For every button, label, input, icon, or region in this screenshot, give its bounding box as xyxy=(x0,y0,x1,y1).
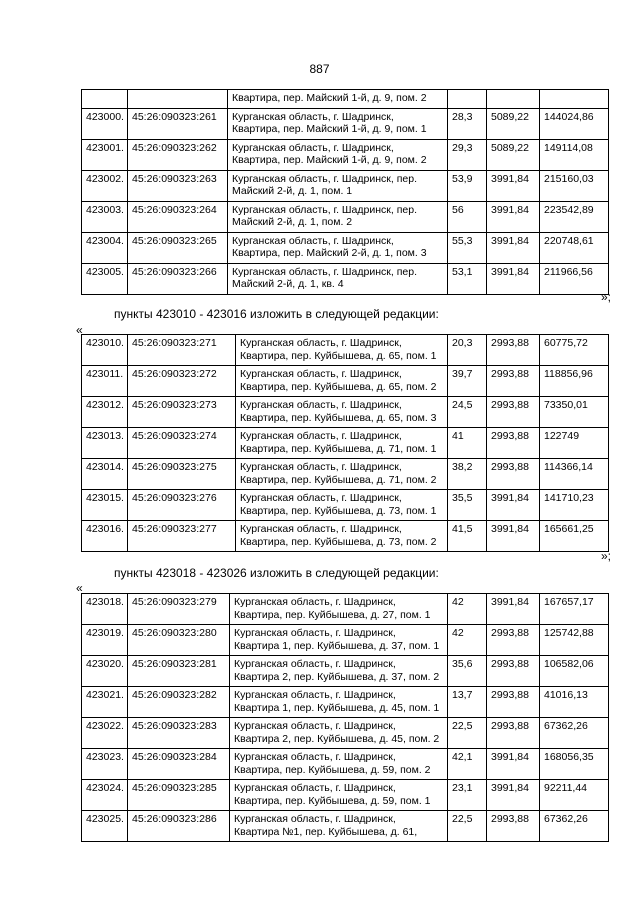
rate-cell: 3991,84 xyxy=(487,521,540,552)
page-number: 887 xyxy=(309,62,330,76)
area-cell: 41,5 xyxy=(448,521,487,552)
rate-cell: 2993,88 xyxy=(487,397,540,428)
area-cell: 28,3 xyxy=(448,108,487,139)
item-number-cell: 423022. xyxy=(82,718,128,749)
closing-quote-2: »; xyxy=(600,549,611,563)
value-cell: 60775,72 xyxy=(540,335,609,366)
address-cell: Курганская область, г. Шадринск, Квартира, пер. Куйбышева, д. 71, пом. 1 xyxy=(236,428,448,459)
value-cell: 215160,03 xyxy=(540,170,609,201)
value-cell: 223542,89 xyxy=(540,201,609,232)
address-cell: Курганская область, г. Шадринск, пер. Майский 2-й, д. 1, пом. 2 xyxy=(228,201,448,232)
item-number-cell: 423013. xyxy=(82,428,128,459)
opening-quote-2: « xyxy=(76,581,83,595)
area-cell: 53,9 xyxy=(448,170,487,201)
item-number-cell: 423005. xyxy=(82,263,128,294)
cadastral-number-cell: 45:26:090323:276 xyxy=(128,490,236,521)
cadastral-number-cell: 45:26:090323:271 xyxy=(128,335,236,366)
area-cell: 22,5 xyxy=(448,718,487,749)
value-cell: 125742,88 xyxy=(540,625,609,656)
item-number-cell: 423010. xyxy=(82,335,128,366)
address-cell: Курганская область, г. Шадринск, Квартира, пер. Куйбышева, д. 59, пом. 1 xyxy=(230,780,448,811)
value-cell: 114366,14 xyxy=(540,459,609,490)
cadastral-number-cell: 45:26:090323:281 xyxy=(128,656,230,687)
rate-cell: 2993,88 xyxy=(487,335,540,366)
cadastral-number-cell: 45:26:090323:266 xyxy=(128,263,228,294)
address-cell: Курганская область, г. Шадринск, пер. Майский 2-й, д. 1, пом. 1 xyxy=(228,170,448,201)
address-cell: Курганская область, г. Шадринск, пер. Майский 2-й, д. 1, кв. 4 xyxy=(228,263,448,294)
cadastral-number-cell: 45:26:090323:283 xyxy=(128,718,230,749)
table-row xyxy=(82,108,609,139)
value-cell: 165661,25 xyxy=(540,521,609,552)
cadastral-number-cell: 45:26:090323:282 xyxy=(128,687,230,718)
rate-cell: 3991,84 xyxy=(487,780,540,811)
address-cell: Курганская область, г. Шадринск, Квартира 2, пер. Куйбышева, д. 45, пом. 2 xyxy=(230,718,448,749)
cadastral-number-cell: 45:26:090323:285 xyxy=(128,780,230,811)
address-cell: Курганская область, г. Шадринск, Квартира, пер. Куйбышева, д. 73, пом. 2 xyxy=(236,521,448,552)
value-cell: 41016,13 xyxy=(540,687,609,718)
value-cell xyxy=(540,90,609,109)
address-cell: Курганская область, г. Шадринск, Квартира, пер. Куйбышева, д. 59, пом. 2 xyxy=(230,749,448,780)
value-cell: 67362,26 xyxy=(540,811,609,842)
cadastral-number-cell: 45:26:090323:284 xyxy=(128,749,230,780)
rate-cell: 3991,84 xyxy=(487,263,540,294)
address-cell: Курганская область, г. Шадринск, Квартира 1, пер. Куйбышева, д. 37, пом. 1 xyxy=(230,625,448,656)
area-cell: 41 xyxy=(448,428,487,459)
item-number-cell: 423018. xyxy=(82,594,128,625)
area-cell: 35,6 xyxy=(448,656,487,687)
rate-cell: 2993,88 xyxy=(487,718,540,749)
rate-cell: 2993,88 xyxy=(487,428,540,459)
rate-cell: 2993,88 xyxy=(487,656,540,687)
item-number-cell: 423000. xyxy=(82,108,128,139)
amendment-paragraph-2: пункты 423018 - 423026 изложить в следующей редакции: xyxy=(114,566,439,580)
address-cell: Курганская область, г. Шадринск, Квартира, пер. Майский 1-й, д. 9, пом. 1 xyxy=(228,108,448,139)
value-cell: 168056,35 xyxy=(540,749,609,780)
value-cell: 92211,44 xyxy=(540,780,609,811)
rate-cell: 3991,84 xyxy=(487,201,540,232)
table-row xyxy=(82,521,609,552)
item-number-cell: 423014. xyxy=(82,459,128,490)
address-cell: Курганская область, г. Шадринск, Квартира 2, пер. Куйбышева, д. 37, пом. 2 xyxy=(230,656,448,687)
rate-cell: 2993,88 xyxy=(487,459,540,490)
table-row xyxy=(82,625,609,656)
table-row xyxy=(82,459,609,490)
area-cell: 13,7 xyxy=(448,687,487,718)
rate-cell: 3991,84 xyxy=(487,749,540,780)
cadastral-number-cell: 45:26:090323:274 xyxy=(128,428,236,459)
area-cell: 42 xyxy=(448,594,487,625)
area-cell xyxy=(448,90,487,109)
table-row xyxy=(82,749,609,780)
item-number-cell: 423021. xyxy=(82,687,128,718)
item-number-cell: 423016. xyxy=(82,521,128,552)
value-cell: 149114,08 xyxy=(540,139,609,170)
area-cell: 56 xyxy=(448,201,487,232)
table-row xyxy=(82,718,609,749)
item-number-cell: 423019. xyxy=(82,625,128,656)
table-row xyxy=(82,594,609,625)
area-cell: 39,7 xyxy=(448,366,487,397)
registry-table-1 xyxy=(81,89,609,295)
item-number-cell: 423011. xyxy=(82,366,128,397)
address-cell: Курганская область, г. Шадринск, Квартира 1, пер. Куйбышева, д. 45, пом. 1 xyxy=(230,687,448,718)
item-number-cell: 423003. xyxy=(82,201,128,232)
cadastral-number-cell: 45:26:090323:275 xyxy=(128,459,236,490)
table-row xyxy=(82,170,609,201)
cadastral-number-cell: 45:26:090323:262 xyxy=(128,139,228,170)
value-cell: 144024,86 xyxy=(540,108,609,139)
area-cell: 42 xyxy=(448,625,487,656)
rate-cell: 3991,84 xyxy=(487,490,540,521)
closing-quote-1: »; xyxy=(600,290,611,304)
table-row xyxy=(82,366,609,397)
table-row xyxy=(82,232,609,263)
value-cell: 122749 xyxy=(540,428,609,459)
cadastral-number-cell: 45:26:090323:264 xyxy=(128,201,228,232)
area-cell: 53,1 xyxy=(448,263,487,294)
value-cell: 106582,06 xyxy=(540,656,609,687)
item-number-cell: 423004. xyxy=(82,232,128,263)
value-cell: 220748,61 xyxy=(540,232,609,263)
item-number-cell: 423012. xyxy=(82,397,128,428)
item-number-cell: 423025. xyxy=(82,811,128,842)
address-cell: Курганская область, г. Шадринск, Квартира, пер. Куйбышева, д. 65, пом. 3 xyxy=(236,397,448,428)
rate-cell: 3991,84 xyxy=(487,594,540,625)
value-cell: 211966,56 xyxy=(540,263,609,294)
table-row xyxy=(82,335,609,366)
table-row xyxy=(82,90,609,109)
table-row xyxy=(82,263,609,294)
item-number-cell: 423024. xyxy=(82,780,128,811)
cadastral-number-cell: 45:26:090323:273 xyxy=(128,397,236,428)
table-row xyxy=(82,428,609,459)
area-cell: 38,2 xyxy=(448,459,487,490)
amendment-paragraph-1: пункты 423010 - 423016 изложить в следующей редакции: xyxy=(114,307,439,321)
cadastral-number-cell xyxy=(128,90,228,109)
item-number-cell: 423002. xyxy=(82,170,128,201)
address-cell: Курганская область, г. Шадринск, Квартира, пер. Куйбышева, д. 71, пом. 2 xyxy=(236,459,448,490)
value-cell: 167657,17 xyxy=(540,594,609,625)
rate-cell: 5089,22 xyxy=(487,108,540,139)
address-cell: Курганская область, г. Шадринск, Квартира, пер. Майский 2-й, д. 1, пом. 3 xyxy=(228,232,448,263)
address-cell: Курганская область, г. Шадринск, Квартира №1, пер. Куйбышева, д. 61, xyxy=(230,811,448,842)
cadastral-number-cell: 45:26:090323:286 xyxy=(128,811,230,842)
table-row xyxy=(82,490,609,521)
address-cell: Курганская область, г. Шадринск, Квартира, пер. Куйбышева, д. 65, пом. 2 xyxy=(236,366,448,397)
area-cell: 22,5 xyxy=(448,811,487,842)
area-cell: 29,3 xyxy=(448,139,487,170)
address-cell: Квартира, пер. Майский 1-й, д. 9, пом. 2 xyxy=(228,90,448,109)
table-row xyxy=(82,780,609,811)
item-number-cell xyxy=(82,90,128,109)
value-cell: 67362,26 xyxy=(540,718,609,749)
item-number-cell: 423015. xyxy=(82,490,128,521)
area-cell: 42,1 xyxy=(448,749,487,780)
rate-cell: 2993,88 xyxy=(487,366,540,397)
rate-cell: 2993,88 xyxy=(487,687,540,718)
opening-quote-1: « xyxy=(76,323,83,337)
rate-cell: 3991,84 xyxy=(487,170,540,201)
cadastral-number-cell: 45:26:090323:279 xyxy=(128,594,230,625)
cadastral-number-cell: 45:26:090323:277 xyxy=(128,521,236,552)
table-row xyxy=(82,811,609,842)
value-cell: 73350,01 xyxy=(540,397,609,428)
address-cell: Курганская область, г. Шадринск, Квартира, пер. Майский 1-й, д. 9, пом. 2 xyxy=(228,139,448,170)
table-row xyxy=(82,656,609,687)
cadastral-number-cell: 45:26:090323:265 xyxy=(128,232,228,263)
rate-cell xyxy=(487,90,540,109)
rate-cell: 5089,22 xyxy=(487,139,540,170)
cadastral-number-cell: 45:26:090323:261 xyxy=(128,108,228,139)
table-row xyxy=(82,201,609,232)
area-cell: 55,3 xyxy=(448,232,487,263)
area-cell: 35,5 xyxy=(448,490,487,521)
registry-table-3 xyxy=(81,593,609,842)
item-number-cell: 423001. xyxy=(82,139,128,170)
table-row xyxy=(82,139,609,170)
cadastral-number-cell: 45:26:090323:263 xyxy=(128,170,228,201)
item-number-cell: 423020. xyxy=(82,656,128,687)
cadastral-number-cell: 45:26:090323:280 xyxy=(128,625,230,656)
item-number-cell: 423023. xyxy=(82,749,128,780)
address-cell: Курганская область, г. Шадринск, Квартира, пер. Куйбышева, д. 65, пом. 1 xyxy=(236,335,448,366)
registry-table-2 xyxy=(81,334,609,552)
cadastral-number-cell: 45:26:090323:272 xyxy=(128,366,236,397)
table-row xyxy=(82,397,609,428)
area-cell: 23,1 xyxy=(448,780,487,811)
rate-cell: 2993,88 xyxy=(487,625,540,656)
value-cell: 141710,23 xyxy=(540,490,609,521)
table-row xyxy=(82,687,609,718)
value-cell: 118856,96 xyxy=(540,366,609,397)
area-cell: 24,5 xyxy=(448,397,487,428)
rate-cell: 2993,88 xyxy=(487,811,540,842)
address-cell: Курганская область, г. Шадринск, Квартира, пер. Куйбышева, д. 73, пом. 1 xyxy=(236,490,448,521)
address-cell: Курганская область, г. Шадринск, Квартира, пер. Куйбышева, д. 27, пом. 1 xyxy=(230,594,448,625)
rate-cell: 3991,84 xyxy=(487,232,540,263)
area-cell: 20,3 xyxy=(448,335,487,366)
